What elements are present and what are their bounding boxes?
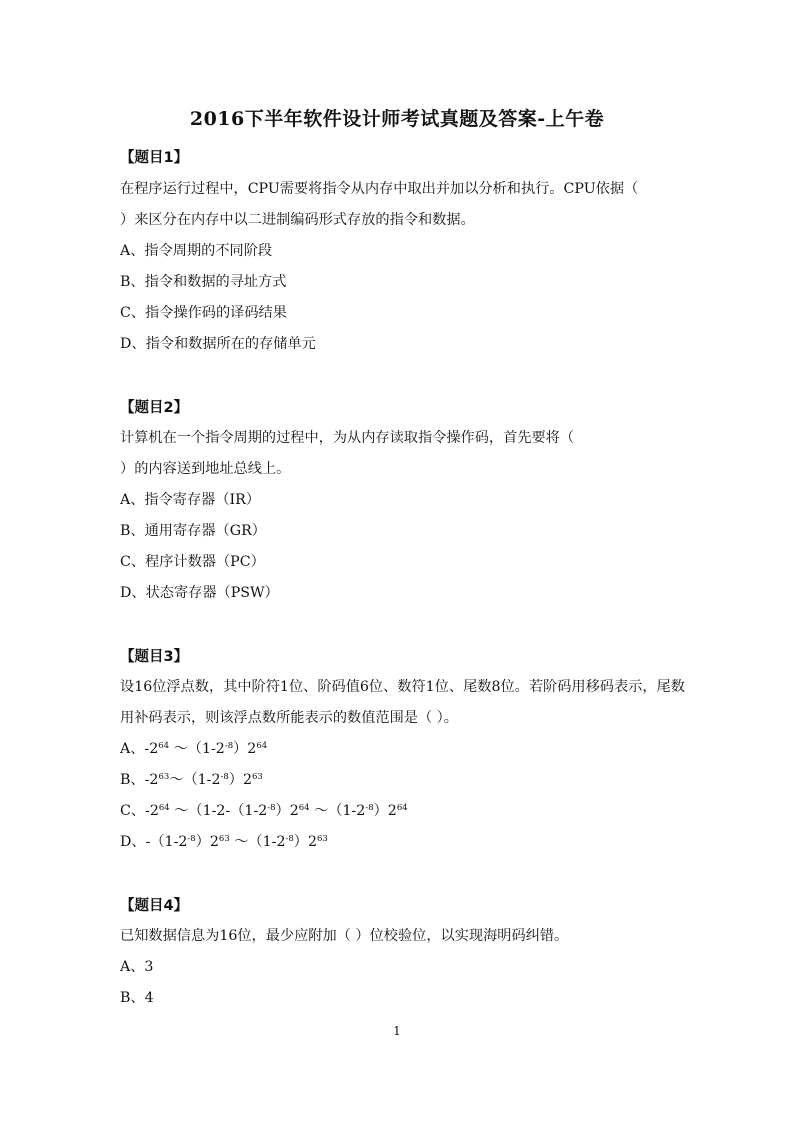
question-3-heading: 【题目3】 xyxy=(120,649,189,665)
question-2-heading: 【题目2】 xyxy=(120,400,189,416)
question-2-option-c: C、程序计数器（PC） xyxy=(120,554,265,570)
document-title: 2016下半年软件设计师考试真题及答案-上午卷 xyxy=(189,108,605,130)
question-1-heading: 【题目1】 xyxy=(120,150,189,166)
question-4-stem-line-1: 已知数据信息为16位，最少应附加（ ）位校验位，以实现海明码纠错。 xyxy=(120,928,569,944)
question-1-option-d: D、指令和数据所在的存储单元 xyxy=(120,336,316,352)
question-3-option-a: A、$-2^{64}$ $\sim(1-2^{-8})2^{64}$ xyxy=(120,741,268,757)
question-4-option-a: A、3 xyxy=(120,959,154,975)
question-3-option-c: C、$-2^{64}$ $\sim(1-2-(1-2^{-8})2^{64}$ $\sim(1-2^{-8})2^{64}$ xyxy=(120,803,408,819)
question-3-option-d: D、$-(1-2^{-8})2^{63}$ $\sim(1-2^{-8})2^{63}$ xyxy=(120,834,328,850)
question-2-stem-line-1: 计算机在一个指令周期的过程中，为从内存读取指令操作码，首先要将（ xyxy=(120,430,575,446)
question-1-stem-line-2: ）来区分在内存中以二进制编码形式存放的指令和数据。 xyxy=(120,212,475,228)
question-4-heading: 【题目4】 xyxy=(120,898,189,914)
question-2-option-a: A、指令寄存器（IR） xyxy=(120,492,261,508)
question-3-stem-line-2: 用补码表示，则该浮点数所能表示的数值范围是（ ）。 xyxy=(120,710,458,726)
question-4-option-b: B、4 xyxy=(120,990,154,1006)
question-3-option-b: B、$-2^{63}\sim(1-2^{-8})2^{63}$ xyxy=(120,772,263,788)
question-3-stem-line-1: 设16位浮点数，其中阶符1位、阶码值6位、数符1位、尾数8位。若阶码用移码表示，尾数 xyxy=(120,679,685,695)
question-1-option-a: A、指令周期的不同阶段 xyxy=(120,243,273,259)
question-2-option-d: D、状态寄存器（PSW） xyxy=(120,585,279,601)
question-1-option-b: B、指令和数据的寻址方式 xyxy=(120,274,287,290)
question-1-stem-line-1: 在程序运行过程中，CPU需要将指令从内存中取出并加以分析和执行。CPU依据（ xyxy=(120,181,639,197)
question-2-stem-line-2: ）的内容送到地址总线上。 xyxy=(120,461,291,477)
page-number: 1 xyxy=(393,1024,401,1038)
question-1-option-c: C、指令操作码的译码结果 xyxy=(120,305,287,321)
question-2-option-b: B、通用寄存器（GR） xyxy=(120,523,266,539)
